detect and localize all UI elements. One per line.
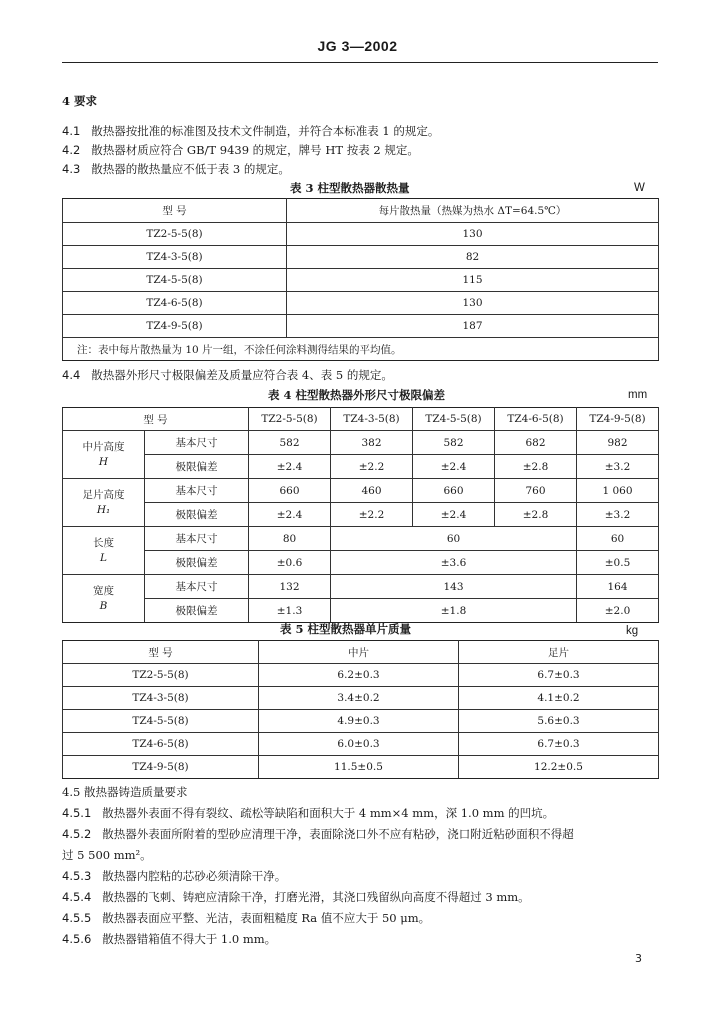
value-cell: ±2.4: [249, 455, 331, 479]
table-5-unit: kg: [626, 625, 639, 637]
clause-number: 4.5.3: [62, 869, 92, 883]
clause-4-1: [62, 124, 439, 138]
group-name: 足片高度: [82, 488, 125, 501]
clause-text: 散热器材质应符合 GB/T 9439 的规定，牌号 HT 按表 2 规定。: [91, 143, 419, 157]
clause-number: 4.4: [62, 368, 81, 382]
value-cell: ±3.2: [577, 455, 659, 479]
header-model: 型 号: [63, 408, 249, 431]
header-model-5: TZ4-9-5(8): [577, 408, 659, 431]
value-cell: 1 060: [577, 479, 659, 503]
clause-number: 4.5.5: [62, 911, 92, 925]
clause-4-5-5: [62, 911, 430, 925]
clause-4-5-4: [62, 890, 530, 904]
table-row: [63, 664, 659, 687]
table-row: [63, 431, 659, 455]
value-cell: 130: [287, 292, 659, 315]
header-model: 型 号: [63, 199, 287, 223]
model-cell: TZ4-6-5(8): [63, 292, 287, 315]
table-5-caption: 表 5 柱型散热器单片质量: [280, 622, 412, 636]
value-cell: 132: [249, 575, 331, 599]
clause-number: 4.2: [62, 143, 81, 157]
value-cell: 582: [413, 431, 495, 455]
clause-4-5-1: [62, 806, 554, 820]
table-row: [63, 710, 659, 733]
group-name: 宽度: [93, 584, 114, 597]
clause-number: 4.5.1: [62, 806, 92, 820]
table-row: [63, 733, 659, 756]
table-note-row: [63, 338, 659, 361]
model-cell: TZ2-5-5(8): [63, 664, 259, 687]
table-row: [63, 223, 659, 246]
foot-mass-cell: 4.1±0.2: [459, 687, 659, 710]
header-foot-piece: 足片: [459, 641, 659, 664]
clause-number: 4.5.6: [62, 932, 92, 946]
value-cell: ±1.8: [331, 599, 577, 623]
value-cell: 115: [287, 269, 659, 292]
value-cell: 60: [331, 527, 577, 551]
value-cell: 164: [577, 575, 659, 599]
foot-mass-cell: 5.6±0.3: [459, 710, 659, 733]
value-cell: 582: [249, 431, 331, 455]
model-cell: TZ4-5-5(8): [63, 269, 287, 292]
mid-mass-cell: 11.5±0.5: [259, 756, 459, 779]
value-cell: 143: [331, 575, 577, 599]
clause-4-5-2-continued: 过 5 500 mm²。: [62, 848, 152, 862]
value-cell: 187: [287, 315, 659, 338]
value-cell: 460: [331, 479, 413, 503]
value-cell: ±2.2: [331, 455, 413, 479]
row-label: 极限偏差: [145, 599, 249, 623]
header-model-4: TZ4-6-5(8): [495, 408, 577, 431]
header-model-3: TZ4-5-5(8): [413, 408, 495, 431]
clause-4-5-2: [62, 827, 574, 841]
value-cell: 982: [577, 431, 659, 455]
section-4-5-title: 4.5 散热器铸造质量要求: [62, 785, 188, 799]
table-row: [63, 315, 659, 338]
clause-text: 散热器外形尺寸极限偏差及质量应符合表 4、表 5 的规定。: [91, 368, 393, 382]
table-row: [63, 599, 659, 623]
clause-4-2: [62, 143, 419, 157]
mid-mass-cell: 4.9±0.3: [259, 710, 459, 733]
clause-text: 散热器错箱值不得大于 1.0 mm。: [102, 932, 277, 946]
model-cell: TZ4-5-5(8): [63, 710, 259, 733]
clause-number: 4.3: [62, 162, 81, 176]
value-cell: 382: [331, 431, 413, 455]
table-row: [63, 575, 659, 599]
header-model: 型 号: [63, 641, 259, 664]
page-number: 3: [635, 952, 642, 965]
table-row: [63, 479, 659, 503]
group-label-foot-height: [63, 479, 145, 527]
value-cell: ±2.4: [249, 503, 331, 527]
group-symbol: H: [98, 455, 109, 468]
table-row: [63, 269, 659, 292]
mid-mass-cell: 6.2±0.3: [259, 664, 459, 687]
clause-text: 散热器按批准的标准图及技术文件制造，并符合本标准表 1 的规定。: [91, 124, 440, 138]
value-cell: ±3.2: [577, 503, 659, 527]
table-3: [62, 198, 659, 361]
table-row: [63, 527, 659, 551]
value-cell: ±2.2: [331, 503, 413, 527]
row-label: 基本尺寸: [145, 479, 249, 503]
clause-4-5-3: [62, 869, 286, 883]
clause-number: 4.5.2: [62, 827, 92, 841]
model-cell: TZ4-3-5(8): [63, 687, 259, 710]
value-cell: 660: [249, 479, 331, 503]
group-label-mid-height: [63, 431, 145, 479]
clause-4-4: [62, 368, 393, 382]
clause-number: 4.5.4: [62, 890, 92, 904]
table-row: [63, 503, 659, 527]
value-cell: 682: [495, 431, 577, 455]
value-cell: 760: [495, 479, 577, 503]
table-row: [63, 687, 659, 710]
foot-mass-cell: 6.7±0.3: [459, 664, 659, 687]
value-cell: 660: [413, 479, 495, 503]
value-cell: ±2.4: [413, 503, 495, 527]
value-cell: 60: [577, 527, 659, 551]
model-cell: TZ4-9-5(8): [63, 315, 287, 338]
header-model-2: TZ4-3-5(8): [331, 408, 413, 431]
table-3-note: 注：表中每片散热量为 10 片一组，不涂任何涂料测得结果的平均值。: [63, 338, 659, 361]
header-rule: [62, 62, 658, 63]
clause-number: 4.1: [62, 124, 81, 138]
value-cell: 82: [287, 246, 659, 269]
clause-text: 散热器内腔粘的芯砂必须清除干净。: [102, 869, 287, 883]
row-label: 基本尺寸: [145, 575, 249, 599]
clause-text: 散热器的飞刺、铸疤应清除干净，打磨光滑，其浇口残留纵向高度不得超过 3 mm。: [102, 890, 530, 904]
standard-code-header: JG 3—2002: [317, 38, 398, 54]
header-model-1: TZ2-5-5(8): [249, 408, 331, 431]
model-cell: TZ4-3-5(8): [63, 246, 287, 269]
clause-text: 散热器外表面不得有裂纹、疏松等缺陷和面积大于 4 mm×4 mm，深 1.0 mm 的凹坑。: [102, 806, 555, 820]
group-name: 长度: [93, 536, 114, 549]
value-cell: ±2.0: [577, 599, 659, 623]
header-mid-piece: 中片: [259, 641, 459, 664]
value-cell: ±3.6: [331, 551, 577, 575]
table-row: [63, 455, 659, 479]
clause-4-3: [62, 162, 290, 176]
table-4-caption: 表 4 柱型散热器外形尺寸极限偏差: [268, 388, 446, 402]
table-row: [63, 292, 659, 315]
clause-text: 散热器的散热量应不低于表 3 的规定。: [91, 162, 290, 176]
table-header-row: [63, 408, 659, 431]
model-cell: TZ4-6-5(8): [63, 733, 259, 756]
value-cell: ±2.4: [413, 455, 495, 479]
row-label: 极限偏差: [145, 503, 249, 527]
clause-text: 散热器表面应平整、光洁，表面粗糙度 Ra 值不应大于 50 μm。: [102, 911, 431, 925]
row-label: 极限偏差: [145, 455, 249, 479]
table-4: [62, 407, 659, 623]
row-label: 基本尺寸: [145, 431, 249, 455]
foot-mass-cell: 6.7±0.3: [459, 733, 659, 756]
mid-mass-cell: 6.0±0.3: [259, 733, 459, 756]
group-symbol: L: [100, 551, 107, 564]
group-symbol: B: [99, 599, 108, 612]
table-row: [63, 551, 659, 575]
clause-text: 散热器外表面所附着的型砂应清理干净，表面除浇口外不应有粘砂，浇口附近粘砂面积不得超: [102, 827, 574, 841]
group-label-width: [63, 575, 145, 623]
table-header-row: [63, 199, 659, 223]
group-label-length: [63, 527, 145, 575]
clause-4-5-6: [62, 932, 276, 946]
table-5: [62, 640, 659, 779]
model-cell: TZ2-5-5(8): [63, 223, 287, 246]
row-label: 极限偏差: [145, 551, 249, 575]
group-symbol: H₁: [96, 503, 111, 516]
value-cell: ±1.3: [249, 599, 331, 623]
table-header-row: [63, 641, 659, 664]
table-row: [63, 246, 659, 269]
table-4-unit: mm: [628, 389, 648, 401]
foot-mass-cell: 12.2±0.5: [459, 756, 659, 779]
table-3-caption: 表 3 柱型散热器散热量: [290, 181, 410, 195]
header-heat-output: 每片散热量（热媒为热水 ΔT=64.5℃）: [287, 199, 659, 223]
value-cell: 80: [249, 527, 331, 551]
value-cell: ±0.6: [249, 551, 331, 575]
group-name: 中片高度: [82, 440, 125, 453]
value-cell: ±2.8: [495, 503, 577, 527]
mid-mass-cell: 3.4±0.2: [259, 687, 459, 710]
table-row: [63, 756, 659, 779]
value-cell: ±2.8: [495, 455, 577, 479]
row-label: 基本尺寸: [145, 527, 249, 551]
value-cell: ±0.5: [577, 551, 659, 575]
model-cell: TZ4-9-5(8): [63, 756, 259, 779]
value-cell: 130: [287, 223, 659, 246]
section-4-title: 4 要求: [62, 94, 98, 108]
table-3-unit: W: [634, 182, 645, 194]
